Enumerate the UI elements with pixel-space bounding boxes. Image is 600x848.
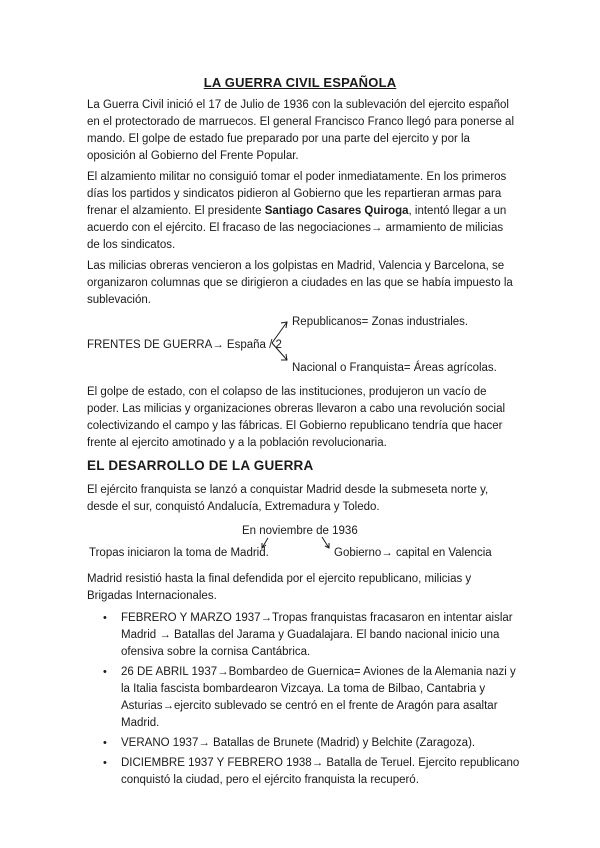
bullet-icon: • bbox=[103, 612, 107, 624]
capital-valencia: Gobierno→ capital en Valencia bbox=[334, 547, 492, 559]
noviembre-1936: En noviembre de 1936 bbox=[242, 525, 358, 537]
president-name: Santiago Casares Quiroga bbox=[264, 205, 409, 217]
frente-republicano: Republicanos= Zonas industriales. bbox=[292, 316, 469, 328]
bullet-icon: • bbox=[103, 757, 107, 769]
event-text: VERANO 1937→ Batallas de Brunete (Madrid) y Belchite (Zaragoza). bbox=[121, 737, 476, 749]
paragraph-alzamiento-text-1: El alzamiento militar no consiguió tomar el poder inmediatamente. En los primeros días los partidos y sindicatos pidieron al Gobierno que les repartieran armas para frenar el alzamiento. El presidente bbox=[87, 171, 507, 217]
document-title: LA GUERRA CIVIL ESPAÑOLA bbox=[203, 75, 397, 90]
toma-de-madrid: Tropas iniciaron la toma de Madrid. bbox=[89, 547, 269, 559]
bullet-icon: • bbox=[103, 666, 107, 678]
section-heading-desarrollo: EL DESARROLLO DE LA GUERRA bbox=[87, 458, 314, 473]
arrow-toma-madrid bbox=[262, 538, 268, 548]
frente-nacional: Nacional o Franquista= Áreas agrícolas. bbox=[292, 362, 497, 374]
paragraph-conquista: El ejército franquista se lanzó a conquistar Madrid desde la submeseta norte y, desde el sur, conquistó Andalucía, Extremadura y Toledo. bbox=[87, 484, 489, 513]
bullet-icon: • bbox=[103, 737, 107, 749]
paragraph-intro: La Guerra Civil inició el 17 de Julio de 1936 con la sublevación del ejercito español en el protectorado de marruecos. El general Francisco Franco llegó para ponerse al mando. El golpe de estado fue preparado por una parte del ejercito y por la oposición al Gobierno del Frente Popular. bbox=[87, 99, 515, 162]
event-text: 26 DE ABRIL 1937→Bombardeo de Guernica= Aviones de la Alemania nazi y la Italia fascista bombardearon Vizcaya. La toma de Bilbao, Cantabria y Asturias→ejercito sublevado se centró en el frente de Aragón para asaltar Madrid. bbox=[121, 666, 516, 729]
paragraph-madrid-resistio: Madrid resistió hasta la final defendida por el ejercito republicano, milicias y Brigadas Internacionales. bbox=[87, 573, 472, 602]
paragraph-alzamiento-text-2: , intentó llegar a un acuerdo con el ejército. El fracaso de las negociaciones→ armamiento de milicias de los sindicatos. bbox=[87, 205, 507, 251]
arrow-nacional bbox=[272, 343, 287, 360]
frentes-de-guerra: FRENTES DE GUERRA→ España / 2 bbox=[87, 339, 282, 351]
paragraph-milicias: Las milicias obreras vencieron a los golpistas en Madrid, Valencia y Barcelona, se organizaron columnas que se dirigieron a ciudades en las que se había impuesto la sublevación. bbox=[87, 260, 513, 306]
paragraph-vacio-poder: El golpe de estado, con el colapso de las instituciones, produjeron un vacío de poder. Las milicias y organizaciones obreras llevaron a cabo una revolución social colectivizando el campo y las fábricas. El Gobierno republicano tendría que hacer frente al ejercito amotinado y a la población revolucionaria. bbox=[87, 386, 506, 449]
event-text: FEBRERO Y MARZO 1937→Tropas franquistas fracasaron en intentar aislar Madrid → Batallas del Jarama y Guadalajara. El bando nacional inicio una ofensiva sobre la cornisa Cantábrica. bbox=[121, 612, 513, 658]
event-text: DICIEMBRE 1937 Y FEBRERO 1938→ Batalla de Teruel. Ejercito republicano conquistó la ciudad, pero el ejército franquista la recuperó. bbox=[121, 757, 520, 786]
arrow-republicanos bbox=[272, 322, 287, 343]
